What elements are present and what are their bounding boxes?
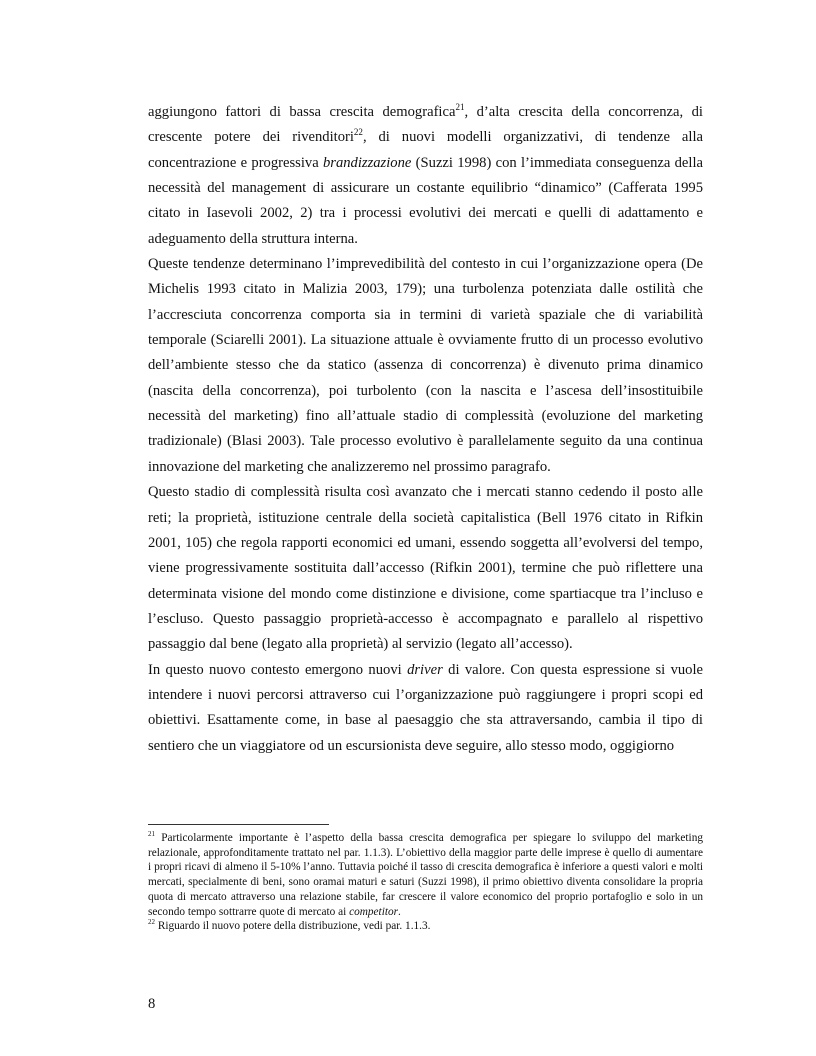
paragraph-1 <box>148 100 703 252</box>
text-run: , di nuovi modelli organizzativi, di tendenze alla concentrazione e progressiva <box>148 129 703 171</box>
footnote-number: 22 <box>148 918 155 927</box>
body-text <box>148 100 703 759</box>
text-run: di valore. Con questa espressione si vuole intendere i nuovi percorsi attraverso cui l’organizzazione può raggiungere i propri scopi ed obiettivi. Esattamente come, in base al paesaggio che sta attraversando, cambia il tipo di sentiero che un viaggiatore od un escursionista deve seguire, allo stesso modo, oggigiorno <box>148 661 704 754</box>
footnote-text: Particolarmente importante è l’aspetto della bassa crescita demografica per spiegare lo sviluppo del marketing relazionale, approfonditamente trattato nel par. 1.1.3). L’obiettivo della maggior parte delle imprese è quello di aumentare i propri ricavi di almeno il 5-10% l’anno. Tuttavia poiché il tasso di crescita demografica è inferiore a questi valori e molti mercati, specialmente di beni, sono oramai maturi e saturi (Suzzi 1998), il primo obiettivo diventa consolidare la propria quota di mercato attraverso una relazione stabile, far crescere il valore economico del proprio portafoglio e solo in un secondo tempo sottrarre quote di mercato ai <box>148 832 703 918</box>
footnote-text: . <box>398 905 401 918</box>
footnote-22 <box>148 919 703 934</box>
text-run: In questo nuovo contesto emergono nuovi <box>148 661 408 678</box>
footnote-ref-21[interactable]: 21 <box>455 102 465 113</box>
footnotes <box>148 831 703 934</box>
footnote-text: Riguardo il nuovo potere della distribuzione, vedi par. 1.1.3. <box>155 920 431 933</box>
italic-term: competitor <box>349 905 399 918</box>
paragraph-3: Questo stadio di complessità risulta così avanzato che i mercati stanno cedendo il posto alle reti; la proprietà, istituzione centrale della società capitalistica (Bell 1976 citato in Rifkin 2001, 105) che regola rapporti economici ed umani, essendo soggetta all’evolversi del tempo, viene progressivamente sostituita dall’accesso (Rifkin 2001), termine che può riflettere una determinata visione del mondo come distinzione e divisione, come spartiacque tra l’incluso e l’escluso. Questo passaggio proprietà-accesso è accompagnato e parallelo al rispettivo passaggio dal bene (legato alla proprietà) al servizio (legato all’accesso). <box>148 484 703 653</box>
paragraph-4 <box>148 658 703 759</box>
text-run: , d’alta crescita della concorrenza, di crescente potere dei rivenditori <box>148 104 703 146</box>
text-run: aggiungono fattori di bassa crescita demografica <box>148 104 456 120</box>
footnote-21 <box>148 831 703 919</box>
page-number: 8 <box>148 996 156 1012</box>
footnote-ref-22[interactable]: 22 <box>353 127 363 138</box>
text-run: (Suzzi 1998) con l’immediata conseguenza della necessità del management di assicurare un costante equilibrio “dinamico” (Cafferata 1995 citato in Iasevoli 2002, 2) tra i processi evolutivi dei mercati e quelli di adattamento e adeguamento della struttura interna. <box>148 154 703 247</box>
italic-term: driver <box>407 661 443 678</box>
footnote-separator <box>148 824 329 825</box>
paragraph-2: Queste tendenze determinano l’imprevedibilità del contesto in cui l’organizzazione opera (De Michelis 1993 citato in Malizia 2003, 179); una turbolenza potenziata dalle ostilità che l’accresciuta concorrenza comporta sia in termini di varietà spaziale che di variabilità temporale (Sciarelli 2001). La situazione attuale è ovviamente frutto di un processo evolutivo dell’ambiente stesso che da statico (assenza di concorrenza) è divenuto prima dinamico (nascita della concorrenza), poi turbolento (con la nascita e l’ascesa dell’insostituibile necessità del marketing) fino all’attuale stadio di complessità (evoluzione del marketing tradizionale) (Blasi 2003). Tale processo evolutivo è parallelamente seguito da una continua innovazione del marketing che analizzeremo nel prossimo paragrafo. <box>148 256 703 475</box>
footnote-number: 21 <box>148 830 155 839</box>
italic-term: brandizzazione <box>322 154 412 171</box>
